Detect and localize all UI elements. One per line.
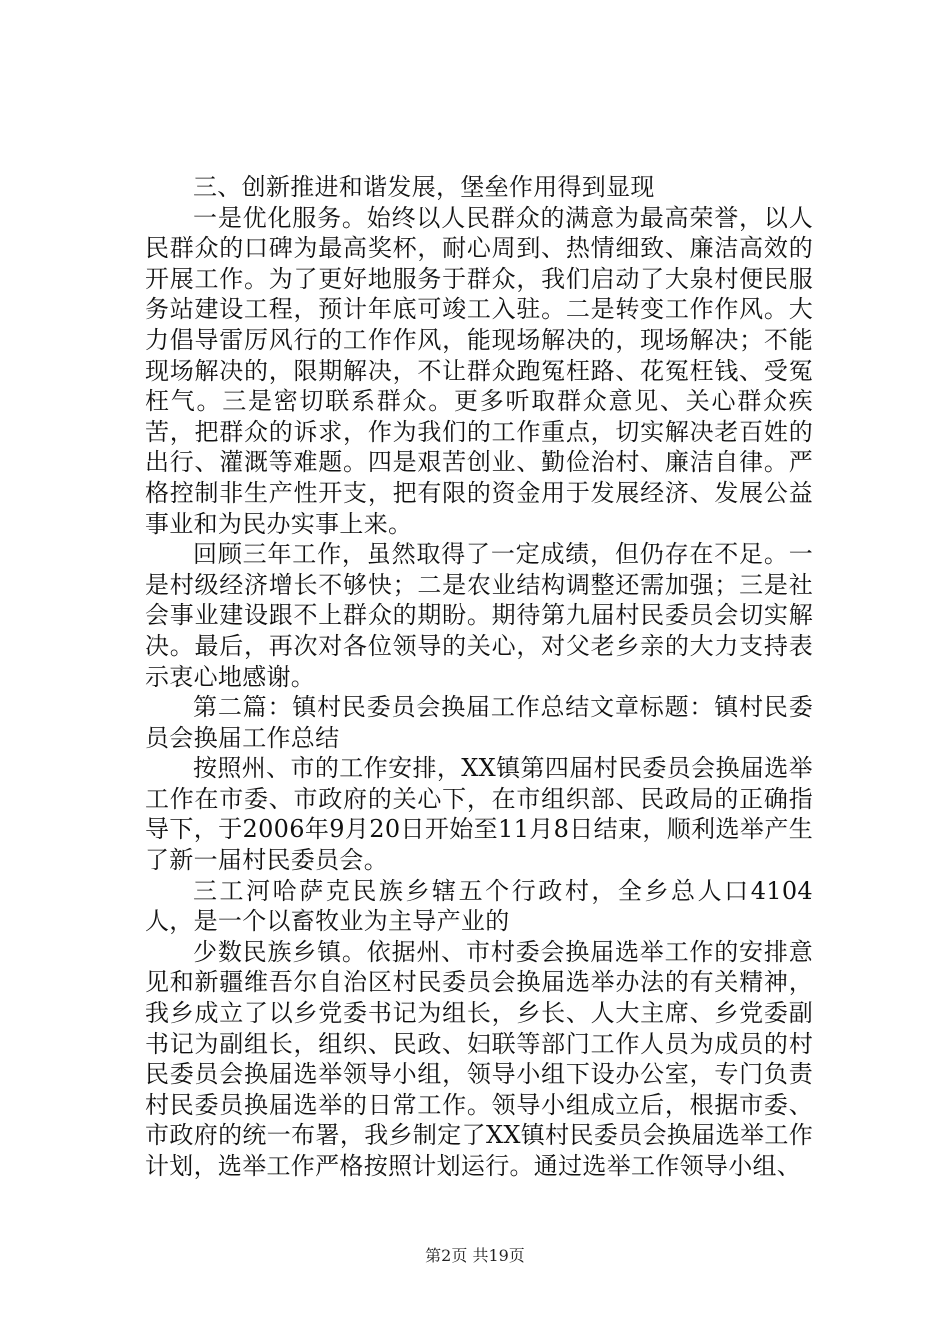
page-number-footer: 第2页 共19页 [425, 1246, 525, 1265]
document-body [145, 172, 813, 1182]
article-title: 第二篇：镇村民委员会换届工作总结文章标题：镇村民委员会换届工作总结 [145, 693, 813, 752]
section-heading: 三、创新推进和谐发展，堡垒作用得到显现 [193, 173, 655, 201]
paragraph: 按照州、市的工作安排，XX镇第四届村民委员会换届选举工作在市委、市政府的关心下，在市组织部、民政局的正确指导下，于2006年9月20日开始至11月8日结束，顺利选举产生了新一届村民委员会。 [145, 754, 813, 875]
paragraph: 一是优化服务。始终以人民群众的满意为最高荣誉，以人民群众的口碑为最高奖杯，耐心周到、热情细致、廉洁高效的开展工作。为了更好地服务于群众，我们启动了大泉村便民服务站建设工程，预计年底可竣工入驻。二是转变工作作风。大力倡导雷厉风行的工作作风，能现场解决的，现场解决；不能现场解决的，限期解决，不让群众跑冤枉路、花冤枉钱、受冤枉气。三是密切联系群众。更多听取群众意见、关心群众疾苦，把群众的诉求，作为我们的工作重点，切实解决老百姓的出行、灌溉等难题。四是艰苦创业、勤俭治村、廉洁自律。严格控制非生产性开支，把有限的资金用于发展经济、发展公益事业和为民办实事上来。 [145, 203, 813, 538]
paragraph: 回顾三年工作，虽然取得了一定成绩，但仍存在不足。一是村级经济增长不够快；二是农业结构调整还需加强；三是社会事业建设跟不上群众的期盼。期待第九届村民委员会切实解决。最后，再次对各位领导的关心，对父老乡亲的大力支持表示衷心地感谢。 [145, 540, 813, 691]
paragraph: 三工河哈萨克民族乡辖五个行政村，全乡总人口4104人，是一个以畜牧业为主导产业的 [145, 876, 813, 936]
paragraph: 少数民族乡镇。依据州、市村委会换届选举工作的安排意见和新疆维吾尔自治区村民委员会换届选举办法的有关精神，我乡成立了以乡党委书记为组长，乡长、人大主席、乡党委副书记为副组长，组织、民政、妇联等部门工作人员为成员的村民委员会换届选举领导小组，领导小组下设办公室，专门负责村民委员换届选举的日常工作。领导小组成立后，根据市委、市政府的统一布署，我乡制定了XX镇村民委员会换届选举工作计划，选举工作严格按照计划运行。通过选举工作领导小组、 [145, 937, 813, 1180]
